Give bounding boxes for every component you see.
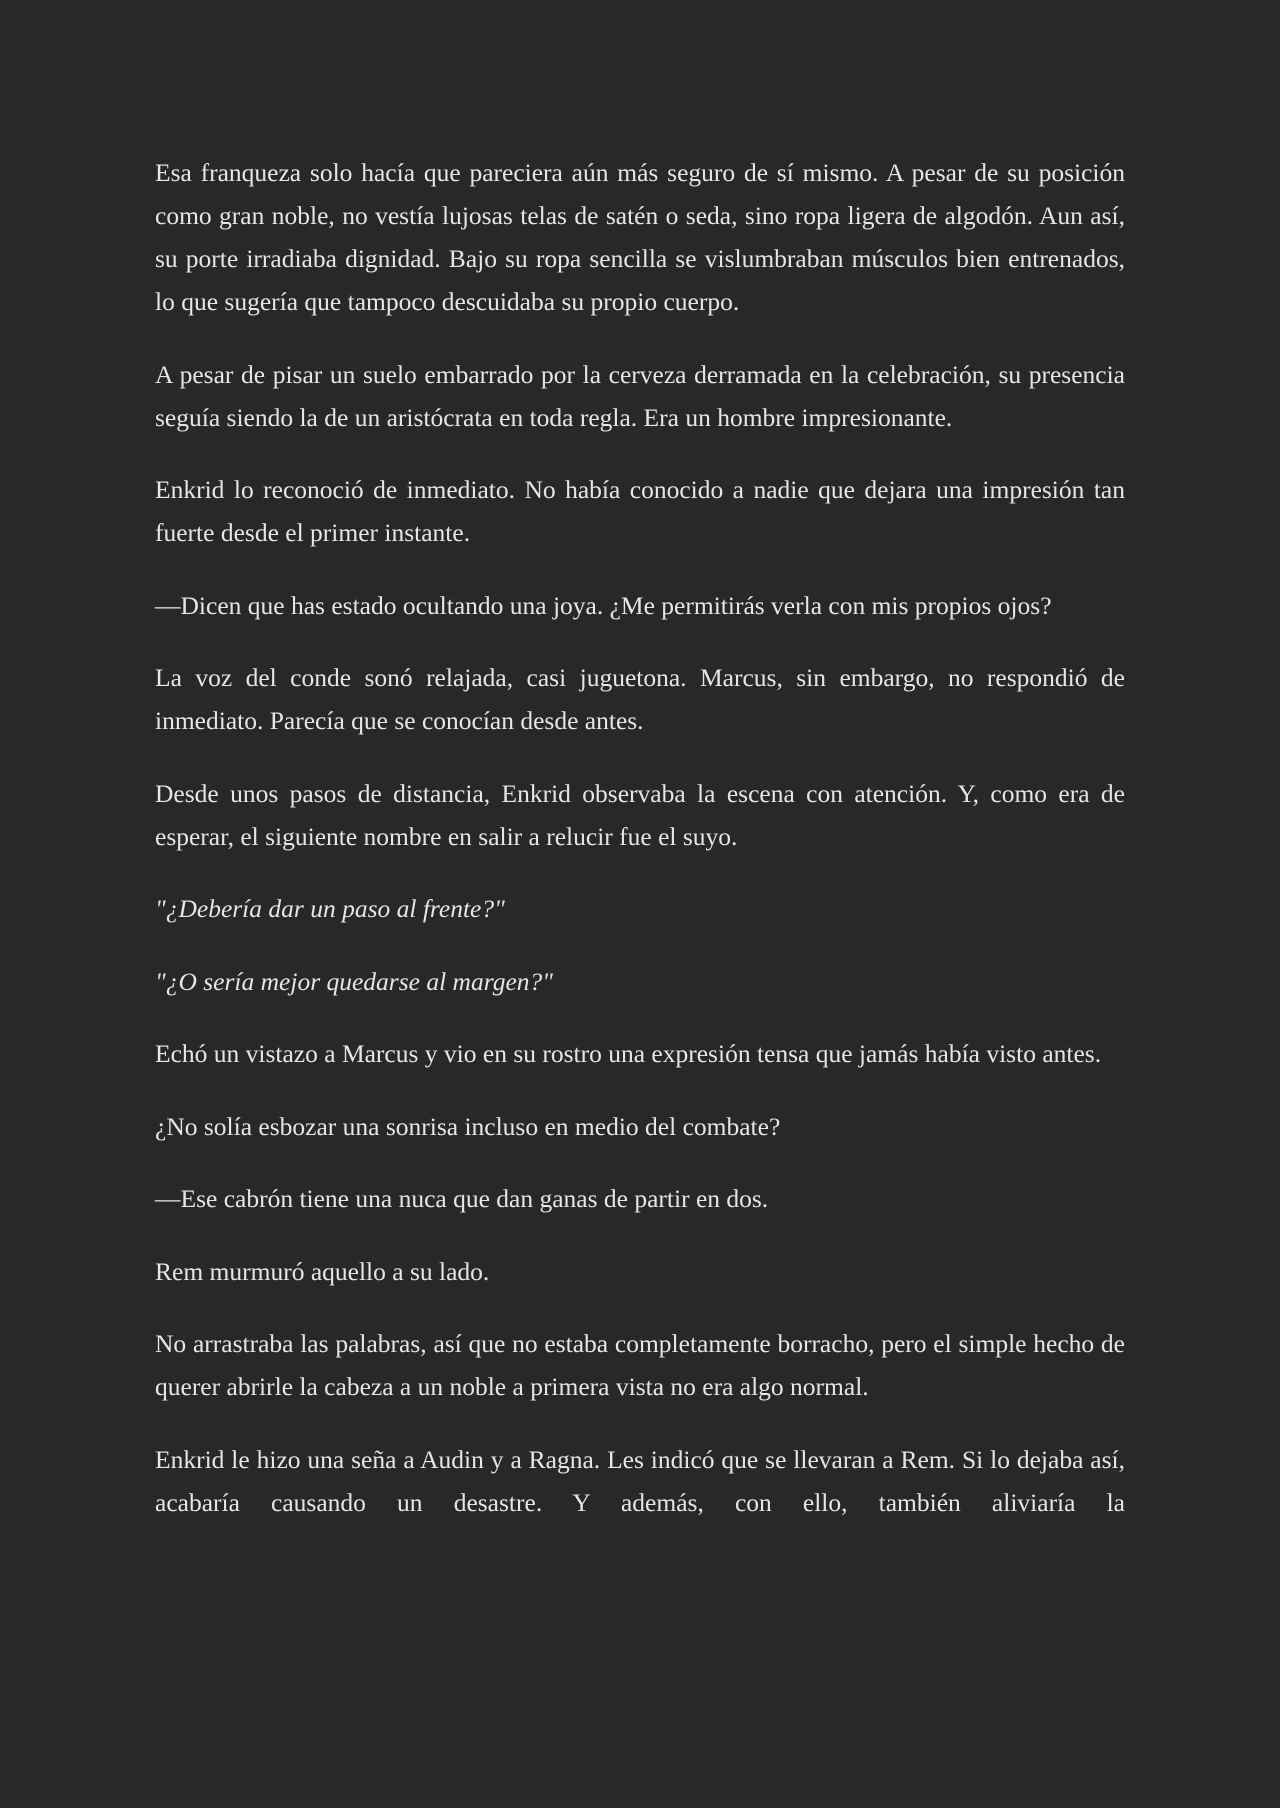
paragraph-9: Echó un vistazo a Marcus y vio en su rostro una expresión tensa que jamás había visto antes. [155,1039,1102,1068]
paragraph-14: Enkrid le hizo una seña a Audin y a Ragna. Les indicó que se llevaran a Rem. Si lo dejaba así, acabaría causando un desastre. Y además, con ello, también aliviaría la [155,1444,1125,1517]
paragraph-13: No arrastraba las palabras, así que no estaba completamente borracho, pero el simple hecho de querer abrirle la cabeza a un noble a primera vista no era algo normal. [155,1329,1125,1401]
paragraph-6: Desde unos pasos de distancia, Enkrid observaba la escena con atención. Y, como era de esperar, el siguiente nombre en salir a relucir fue el suyo. [155,778,1125,851]
inner-thought-8: "¿O sería mejor quedarse al margen?" [155,966,553,996]
paragraph-10: ¿No solía esbozar una sonrisa incluso en medio del combate? [155,1111,781,1141]
paragraph-1: Esa franqueza solo hacía que pareciera aún más seguro de sí mismo. A pesar de su posición como gran noble, no vestía lujosas telas de satén o seda, sino ropa ligera de algodón. Aun así, su porte irradiaba dignidad. Bajo su ropa sencilla se vislumbraban músculos bien entrenados, lo que sugería que tampoco descuidaba su propio cuerpo. [155,158,1125,316]
inner-thought-7: "¿Debería dar un paso al frente?" [155,894,505,923]
paragraph-2: A pesar de pisar un suelo embarrado por la cerveza derramada en la celebración, su presencia seguía siendo la de un aristócrata en toda regla. Era un hombre impresionante. [155,359,1125,432]
paragraph-3: Enkrid lo reconoció de inmediato. No había conocido a nadie que dejara una impresión tan fuerte desde el primer instante. [155,475,1125,547]
paragraph-5: La voz del conde sonó relajada, casi juguetona. Marcus, sin embargo, no respondió de inmediato. Parecía que se conocían desde antes. [155,663,1125,735]
dialogue-paragraph-4: —Dicen que has estado ocultando una joya. ¿Me permitirás verla con mis propios ojos? [155,590,1052,620]
paragraph-12: Rem murmuró aquello a su lado. [155,1256,490,1286]
dialogue-paragraph-11: —Ese cabrón tiene una nuca que dan ganas de partir en dos. [155,1184,769,1213]
chapter-text [155,151,1125,1524]
